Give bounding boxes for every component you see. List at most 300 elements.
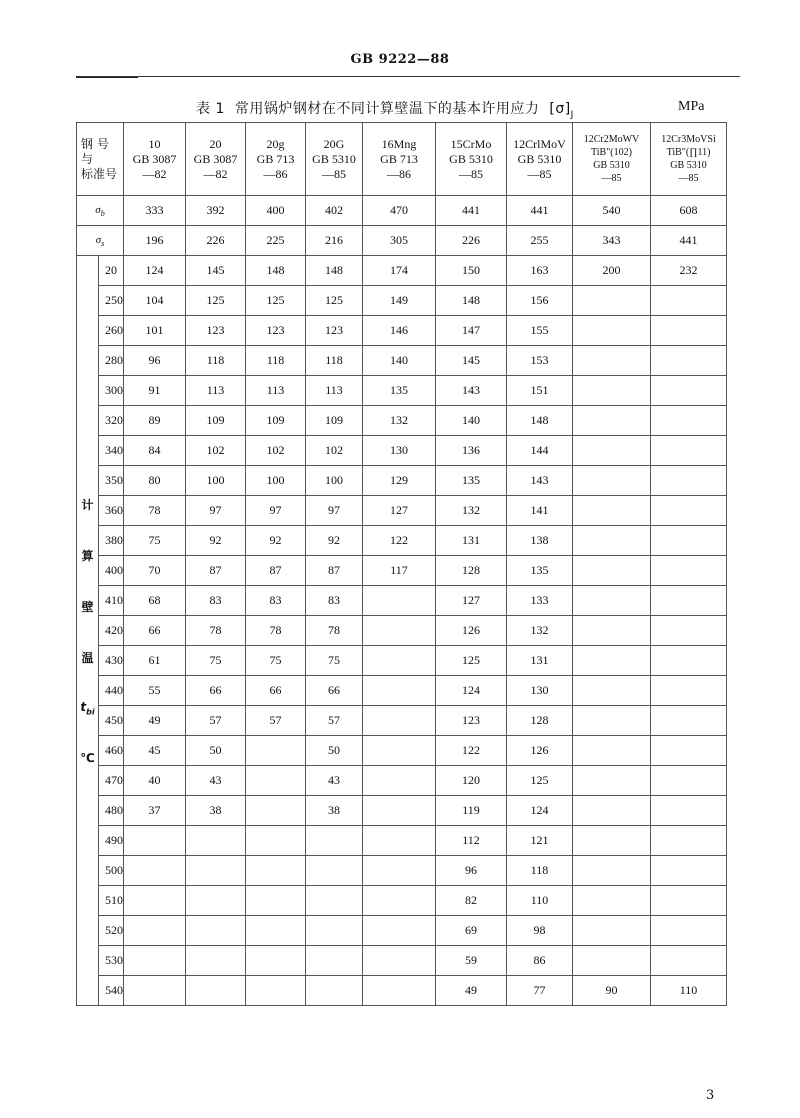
standard-year: —85 xyxy=(459,166,483,181)
table-row xyxy=(77,616,727,646)
table-cell: 131 xyxy=(507,646,573,676)
table-cell: 117 xyxy=(363,556,436,586)
temperature-cell: 300 xyxy=(99,376,124,406)
table-row xyxy=(77,406,727,436)
table-cell xyxy=(573,676,651,706)
standard-number: GB 713 xyxy=(256,151,295,166)
standard-number: GB 5310 xyxy=(312,151,356,166)
row-label-char: $t_{bi}$ xyxy=(80,700,95,717)
table-cell: 90 xyxy=(573,976,651,1006)
steel-grade: 12Cr3MoVSi xyxy=(661,134,716,145)
table-cell xyxy=(651,826,727,856)
table-cell xyxy=(573,466,651,496)
table-cell: 92 xyxy=(246,526,306,556)
table-row xyxy=(77,766,727,796)
table-cell: 83 xyxy=(246,586,306,616)
table-cell: 43 xyxy=(186,766,246,796)
corner-line2: 与 xyxy=(81,151,94,166)
stress-symbol: $[\sigma]_J$ xyxy=(549,101,574,120)
corner-header xyxy=(77,123,124,196)
table-cell xyxy=(186,886,246,916)
table-cell xyxy=(306,916,363,946)
table-cell: 216 xyxy=(306,226,363,256)
temperature-cell: 510 xyxy=(99,886,124,916)
table-cell xyxy=(573,856,651,886)
table-cell: 78 xyxy=(246,616,306,646)
temperature-cell: 420 xyxy=(99,616,124,646)
table-cell xyxy=(363,886,436,916)
property-row xyxy=(77,226,727,256)
standard-year: —85 xyxy=(322,166,346,181)
table-row xyxy=(77,916,727,946)
temperature-cell: 250 xyxy=(99,286,124,316)
table-cell: 96 xyxy=(124,346,186,376)
table-cell: 148 xyxy=(306,256,363,286)
table-cell xyxy=(651,886,727,916)
table-cell: 125 xyxy=(306,286,363,316)
unit-label: MPa xyxy=(678,99,705,114)
table-cell xyxy=(363,646,436,676)
table-cell xyxy=(573,766,651,796)
table-cell: 68 xyxy=(124,586,186,616)
standard-number: GB 5310 xyxy=(593,160,630,171)
table-cell xyxy=(363,586,436,616)
table-cell xyxy=(651,616,727,646)
table-cell xyxy=(124,946,186,976)
table-cell: 66 xyxy=(246,676,306,706)
table-cell xyxy=(651,676,727,706)
table-cell: 92 xyxy=(306,526,363,556)
standard-number: GB 713 xyxy=(380,151,418,166)
row-label-char: 壁 xyxy=(81,600,94,615)
table-cell: 155 xyxy=(507,316,573,346)
column-header xyxy=(436,123,507,196)
table-cell: 135 xyxy=(363,376,436,406)
table-cell: 102 xyxy=(186,436,246,466)
table-row xyxy=(77,556,727,586)
table-cell xyxy=(363,676,436,706)
table-cell xyxy=(186,826,246,856)
table-cell: 86 xyxy=(507,946,573,976)
table-cell: 392 xyxy=(186,196,246,226)
table-cell: 78 xyxy=(186,616,246,646)
table-cell xyxy=(651,706,727,736)
row-label-char: ℃ xyxy=(80,750,95,765)
table-cell: 66 xyxy=(186,676,246,706)
table-cell xyxy=(651,646,727,676)
table-row xyxy=(77,256,727,286)
table-cell: 133 xyxy=(507,586,573,616)
standard-year: —85 xyxy=(527,166,552,181)
table-row xyxy=(77,466,727,496)
table-cell: 89 xyxy=(124,406,186,436)
temperature-cell: 430 xyxy=(99,646,124,676)
allowable-stress-table xyxy=(76,122,727,1006)
table-row xyxy=(77,376,727,406)
table-row xyxy=(77,286,727,316)
table-row xyxy=(77,436,727,466)
temperature-cell: 500 xyxy=(99,856,124,886)
table-cell xyxy=(246,946,306,976)
column-header xyxy=(573,123,651,196)
table-cell: 38 xyxy=(306,796,363,826)
table-cell: 140 xyxy=(363,346,436,376)
table-cell xyxy=(246,826,306,856)
table-cell xyxy=(246,736,306,766)
header-rule xyxy=(76,76,740,77)
table-cell xyxy=(573,496,651,526)
table-cell: 78 xyxy=(306,616,363,646)
table-cell: 77 xyxy=(507,976,573,1006)
table-cell xyxy=(651,856,727,886)
table-cell: 144 xyxy=(507,436,573,466)
table-cell: 441 xyxy=(436,196,507,226)
table-cell: 150 xyxy=(436,256,507,286)
table-cell xyxy=(573,826,651,856)
table-cell: 69 xyxy=(436,916,507,946)
column-header xyxy=(363,123,436,196)
table-cell: 441 xyxy=(507,196,573,226)
temperature-cell: 400 xyxy=(99,556,124,586)
table-cell: 125 xyxy=(436,646,507,676)
table-cell: 83 xyxy=(186,586,246,616)
table-cell: 135 xyxy=(436,466,507,496)
table-cell: 98 xyxy=(507,916,573,946)
table-cell: 122 xyxy=(436,736,507,766)
table-cell: 50 xyxy=(186,736,246,766)
table-cell: 80 xyxy=(124,466,186,496)
table-cell: 87 xyxy=(186,556,246,586)
table-cell: 70 xyxy=(124,556,186,586)
table-cell xyxy=(186,916,246,946)
table-cell: 82 xyxy=(436,886,507,916)
table-cell: 92 xyxy=(186,526,246,556)
table-cell xyxy=(573,376,651,406)
table-cell xyxy=(363,976,436,1006)
table-cell: 608 xyxy=(651,196,727,226)
table-cell xyxy=(124,826,186,856)
table-cell xyxy=(573,796,651,826)
table-cell: 113 xyxy=(186,376,246,406)
table-row xyxy=(77,886,727,916)
table-cell: 470 xyxy=(363,196,436,226)
table-cell: 128 xyxy=(507,706,573,736)
steel-grade: 16Mng xyxy=(381,136,417,151)
table-row xyxy=(77,976,727,1006)
corner-line1: 钢 号 xyxy=(81,136,109,151)
temperature-cell: 340 xyxy=(99,436,124,466)
table-cell xyxy=(651,946,727,976)
table-cell: 148 xyxy=(507,406,573,436)
table-cell: 119 xyxy=(436,796,507,826)
table-cell xyxy=(124,916,186,946)
table-cell: 113 xyxy=(306,376,363,406)
table-cell: 57 xyxy=(306,706,363,736)
table-cell xyxy=(573,946,651,976)
table-cell: 132 xyxy=(363,406,436,436)
table-cell: 140 xyxy=(436,406,507,436)
table-cell: 97 xyxy=(186,496,246,526)
standard-year: —85 xyxy=(601,173,622,184)
table-row xyxy=(77,706,727,736)
table-cell xyxy=(363,766,436,796)
table-cell xyxy=(306,946,363,976)
temperature-cell: 360 xyxy=(99,496,124,526)
table-cell: 141 xyxy=(507,496,573,526)
table-cell xyxy=(573,526,651,556)
page-number: 3 xyxy=(706,1088,715,1103)
table-cell: 402 xyxy=(306,196,363,226)
table-cell: 226 xyxy=(436,226,507,256)
table-cell: 400 xyxy=(246,196,306,226)
table-cell: 57 xyxy=(246,706,306,736)
table-cell xyxy=(186,856,246,886)
table-row xyxy=(77,826,727,856)
table-cell xyxy=(573,886,651,916)
standard-number: GB 3087 xyxy=(193,151,238,166)
table-cell: 112 xyxy=(436,826,507,856)
table-cell xyxy=(651,466,727,496)
table-cell: 100 xyxy=(306,466,363,496)
table-cell: 130 xyxy=(507,676,573,706)
table-cell: 305 xyxy=(363,226,436,256)
table-cell: 156 xyxy=(507,286,573,316)
table-cell: 123 xyxy=(436,706,507,736)
column-header xyxy=(651,123,727,196)
table-cell: 146 xyxy=(363,316,436,346)
table-cell: 124 xyxy=(436,676,507,706)
standard-year: —85 xyxy=(678,173,699,184)
table-cell xyxy=(363,736,436,766)
table-row xyxy=(77,526,727,556)
table-cell: 130 xyxy=(363,436,436,466)
table-cell xyxy=(124,886,186,916)
table-cell: 75 xyxy=(246,646,306,676)
table-cell: 57 xyxy=(186,706,246,736)
table-cell xyxy=(573,616,651,646)
table-cell xyxy=(651,556,727,586)
table-cell: 132 xyxy=(507,616,573,646)
table-cell: 225 xyxy=(246,226,306,256)
table-row xyxy=(77,496,727,526)
table-row xyxy=(77,316,727,346)
table-cell: 148 xyxy=(436,286,507,316)
temperature-cell: 470 xyxy=(99,766,124,796)
table-cell: 143 xyxy=(507,466,573,496)
property-row xyxy=(77,196,727,226)
table-cell: 540 xyxy=(573,196,651,226)
table-cell: 120 xyxy=(436,766,507,796)
table-row xyxy=(77,646,727,676)
table-cell: 45 xyxy=(124,736,186,766)
table-cell xyxy=(651,316,727,346)
temperature-cell: 280 xyxy=(99,346,124,376)
table-cell: 441 xyxy=(651,226,727,256)
temperature-cell: 460 xyxy=(99,736,124,766)
standard-header: GB 9222—88 xyxy=(350,52,450,67)
table-cell: 163 xyxy=(507,256,573,286)
table-caption xyxy=(196,98,574,120)
table-cell xyxy=(186,946,246,976)
table-cell: 113 xyxy=(246,376,306,406)
temperature-cell: 540 xyxy=(99,976,124,1006)
steel-grade: 20 xyxy=(209,136,222,151)
table-row xyxy=(77,796,727,826)
table-cell: 97 xyxy=(246,496,306,526)
table-cell: 128 xyxy=(436,556,507,586)
table-cell xyxy=(651,496,727,526)
table-cell: 66 xyxy=(306,676,363,706)
table-cell: 126 xyxy=(436,616,507,646)
temperature-cell: 380 xyxy=(99,526,124,556)
table-cell xyxy=(363,946,436,976)
table-cell: 127 xyxy=(363,496,436,526)
table-cell: 49 xyxy=(436,976,507,1006)
table-cell xyxy=(363,916,436,946)
table-cell: 138 xyxy=(507,526,573,556)
table-title: 常用锅炉钢材在不同计算壁温下的基本许用应力 xyxy=(234,101,540,117)
table-cell: 110 xyxy=(507,886,573,916)
table-cell: 124 xyxy=(507,796,573,826)
standard-number: GB 5310 xyxy=(449,151,493,166)
table-cell: 135 xyxy=(507,556,573,586)
table-cell xyxy=(651,796,727,826)
table-cell xyxy=(573,316,651,346)
table-cell: 101 xyxy=(124,316,186,346)
table-cell: 126 xyxy=(507,736,573,766)
table-cell: 102 xyxy=(246,436,306,466)
table-cell: 122 xyxy=(363,526,436,556)
table-cell: 131 xyxy=(436,526,507,556)
table-cell xyxy=(306,886,363,916)
table-cell xyxy=(651,346,727,376)
temperature-cell: 20 xyxy=(99,256,124,286)
row-label-char: 算 xyxy=(81,549,94,564)
table-cell xyxy=(651,586,727,616)
table-cell xyxy=(651,286,727,316)
column-header xyxy=(306,123,363,196)
table-cell xyxy=(651,916,727,946)
table-cell: 118 xyxy=(507,856,573,886)
table-cell xyxy=(246,916,306,946)
table-cell: 200 xyxy=(573,256,651,286)
table-cell: 127 xyxy=(436,586,507,616)
steel-grade: 10 xyxy=(148,136,161,151)
table-cell: 100 xyxy=(246,466,306,496)
corner-line3: 标准号 xyxy=(81,166,118,181)
steel-grade: 12Cr2MoWV xyxy=(583,134,640,145)
table-cell: 37 xyxy=(124,796,186,826)
table-cell: 151 xyxy=(507,376,573,406)
table-row xyxy=(77,856,727,886)
table-cell: 83 xyxy=(306,586,363,616)
table-cell: 333 xyxy=(124,196,186,226)
standard-year: —86 xyxy=(387,166,411,181)
table-row xyxy=(77,736,727,766)
table-cell xyxy=(246,886,306,916)
table-cell: 43 xyxy=(306,766,363,796)
standard-year: —82 xyxy=(142,166,167,181)
table-cell: 143 xyxy=(436,376,507,406)
table-cell: 196 xyxy=(124,226,186,256)
table-cell: 149 xyxy=(363,286,436,316)
table-cell: 147 xyxy=(436,316,507,346)
table-cell: 123 xyxy=(246,316,306,346)
table-cell: 124 xyxy=(124,256,186,286)
temperature-cell: 260 xyxy=(99,316,124,346)
table-cell: 129 xyxy=(363,466,436,496)
table-cell xyxy=(124,976,186,1006)
table-cell xyxy=(246,796,306,826)
table-cell xyxy=(124,856,186,886)
table-cell xyxy=(573,736,651,766)
table-cell: 66 xyxy=(124,616,186,646)
table-cell xyxy=(363,706,436,736)
row-label-char: 计 xyxy=(81,498,94,513)
table-cell xyxy=(363,796,436,826)
table-cell xyxy=(363,616,436,646)
table-cell: 145 xyxy=(436,346,507,376)
steel-grade: 20g xyxy=(266,136,285,151)
table-cell: 123 xyxy=(186,316,246,346)
table-cell xyxy=(573,406,651,436)
column-header xyxy=(507,123,573,196)
table-cell xyxy=(246,856,306,886)
table-cell: 232 xyxy=(651,256,727,286)
table-cell: 121 xyxy=(507,826,573,856)
table-cell: 109 xyxy=(186,406,246,436)
table-cell: 123 xyxy=(306,316,363,346)
table-cell: 132 xyxy=(436,496,507,526)
temperature-cell: 490 xyxy=(99,826,124,856)
table-cell: 148 xyxy=(246,256,306,286)
table-cell xyxy=(651,736,727,766)
temperature-cell: 410 xyxy=(99,586,124,616)
row-label-char: 温 xyxy=(81,651,94,666)
table-cell: 59 xyxy=(436,946,507,976)
standard-number: GB 5310 xyxy=(517,151,562,166)
steel-grade: 20G xyxy=(323,136,345,151)
property-symbol: $\sigma_b$ xyxy=(77,196,124,226)
table-cell: 343 xyxy=(573,226,651,256)
table-row xyxy=(77,346,727,376)
table-cell xyxy=(306,826,363,856)
table-cell: 84 xyxy=(124,436,186,466)
table-cell: 136 xyxy=(436,436,507,466)
table-cell: 55 xyxy=(124,676,186,706)
table-cell: 118 xyxy=(306,346,363,376)
table-cell: 50 xyxy=(306,736,363,766)
table-cell: 87 xyxy=(246,556,306,586)
table-cell xyxy=(651,406,727,436)
steel-grade-suffix: TiB"(102) xyxy=(591,147,632,158)
table-cell: 226 xyxy=(186,226,246,256)
temperature-cell: 350 xyxy=(99,466,124,496)
table-cell: 78 xyxy=(124,496,186,526)
table-number: 表 1 xyxy=(196,101,225,117)
table-cell xyxy=(573,346,651,376)
table-cell xyxy=(306,856,363,886)
table-cell xyxy=(651,376,727,406)
table-cell xyxy=(363,856,436,886)
steel-grade: 12CrlMoV xyxy=(513,136,566,151)
temperature-cell: 520 xyxy=(99,916,124,946)
table-cell: 125 xyxy=(507,766,573,796)
table-row xyxy=(77,586,727,616)
table-cell: 38 xyxy=(186,796,246,826)
table-cell xyxy=(573,586,651,616)
table-cell: 174 xyxy=(363,256,436,286)
